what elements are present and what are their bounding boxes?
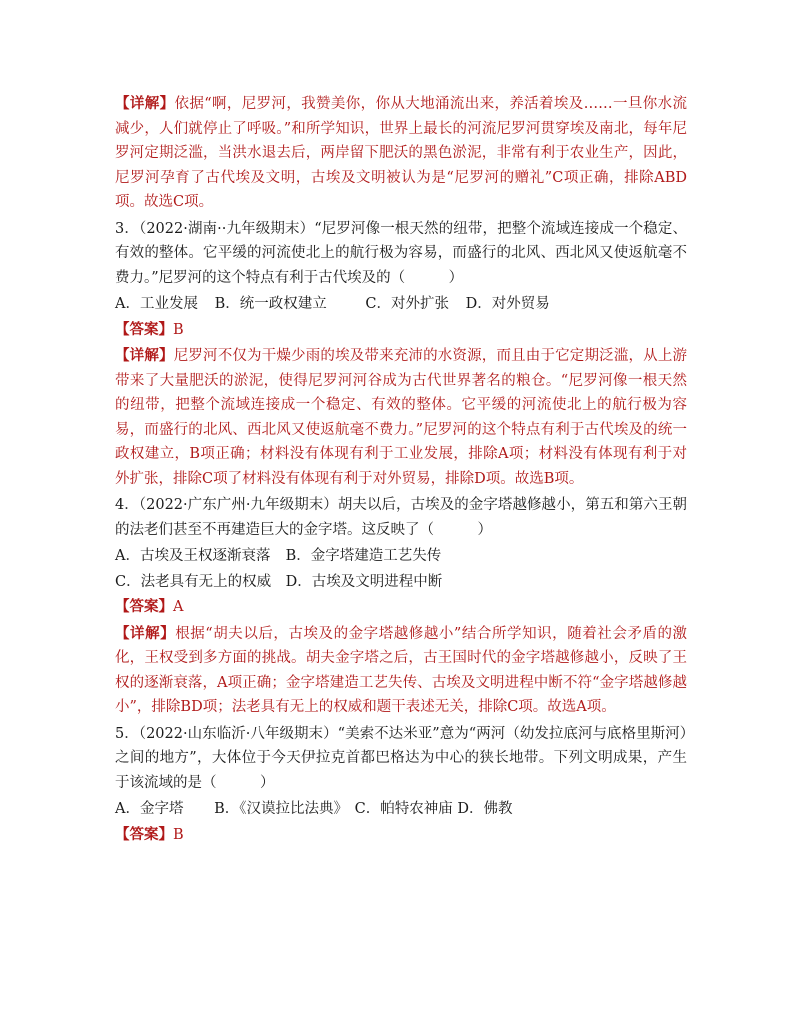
question-4-detail (115, 622, 687, 720)
answer-value: A (173, 599, 184, 615)
detail-tag: 【详解】 (115, 347, 174, 364)
option-b: B．金字塔建造工艺失传 (285, 548, 442, 564)
option-b: B．《汉谟拉比法典》 (214, 801, 348, 817)
question-3-stem: 3．（2022·湖南··九年级期末）“尼罗河像一根天然的纽带，把整个流域连接成一个稳定、有效的整体。它平缓的河流使北上的航行极为容易，而盛行的北风、西北风又使返航毫不费力。”尼罗河的这个特点有利于古代埃及的（ ） (115, 220, 687, 286)
option-a: A．工业发展 (115, 296, 198, 312)
option-d: D．古埃及文明进程中断 (285, 573, 443, 590)
answer-tag: 【答案】 (115, 598, 173, 615)
detail-paragraph (115, 92, 687, 215)
detail-text: 依据“啊，尼罗河，我赞美你，你从大地涌流出来，养活着埃及……一旦你水流减少，人们就停止了呼吸。”和所学知识，世界上最长的河流尼罗河贯穿埃及南北，每年尼罗河定期泛滥，当洪水退去后，两岸留下肥沃的黑色淤泥，非常有利于农业生产，因此，尼罗河孕育了古代埃及文明，古埃及文明被认为是“尼罗河的赠礼”C项正确，排除ABD项。故选C项。 (115, 96, 687, 210)
question-3-answer (115, 318, 687, 343)
question-3-detail (115, 344, 687, 491)
detail-text: 尼罗河不仅为干燥少雨的埃及带来充沛的水资源，而且由于它定期泛滥，从上游带来了大量肥沃的淤泥，使得尼罗河河谷成为古代世界著名的粮仓。“尼罗河像一根天然的纽带，把整个流域连接成一个稳定、有效的整体。它平缓的河流使北上的航行极为容易，而盛行的北风、西北风又使返航毫不费力。”尼罗河的这个特点有利于古代埃及的统一政权建立，B项正确；材料没有体现有利于工业发展，排除A项；材料没有体现有利于对外扩张，排除C项了材料没有体现有利于对外贸易，排除D项。故选B项。 (115, 348, 688, 487)
answer-tag: 【答案】 (115, 320, 173, 338)
detail-text: 根据“胡夫以后，古埃及的金字塔越修越小”结合所学知识，随着社会矛盾的激化，王权受到多方面的挑战。胡夫金字塔之后，古王国时代的金字塔越修越小，反映了王权的逐渐衰落，A项正确；金字塔建造工艺失传、古埃及文明进程中断不符“金字塔越修越小”，排除BD项；法老具有无上的权威和题干表述无关，排除C项。故选A项。 (115, 625, 688, 715)
answer-tag: 【答案】 (115, 825, 173, 843)
option-d: D．对外贸易 (465, 296, 550, 312)
answer-value: B (173, 321, 184, 338)
detail-tag: 【详解】 (115, 624, 176, 642)
question-4-answer (115, 595, 687, 620)
question-4-options-row1 (115, 544, 687, 569)
question-3-options (115, 292, 687, 317)
option-d: D．佛教 (457, 801, 513, 817)
question-5-options (115, 797, 687, 822)
option-c: C．帕特农神庙 (354, 801, 453, 817)
option-a: A．古埃及王权逐渐衰落 (115, 548, 271, 564)
question-4-stem: 4．（2022·广东广州·九年级期末）胡夫以后，古埃及的金字塔越修越小，第五和第六王朝的法老们甚至不再建造巨大的金字塔。这反映了（ ） (115, 497, 687, 538)
option-c: C．法老具有无上的权威 (115, 573, 272, 590)
detail-tag: 【详解】 (115, 95, 175, 112)
option-a: A．金字塔 (115, 801, 184, 817)
option-c: C．对外扩张 (365, 296, 449, 312)
answer-value: B (173, 826, 184, 843)
option-b: B．统一政权建立 (214, 296, 327, 312)
question-5-answer (115, 823, 687, 848)
question-4-options-row2 (115, 570, 687, 595)
page-content (115, 92, 687, 849)
question-5-stem: 5．（2022·山东临沂·八年级期末）“美索不达米亚”意为“两河（幼发拉底河与底格里斯河）之间的地方”，大体位于今天伊拉克首都巴格达为中心的狭长地带。下列文明成果，产生于该流域的是（ ） (115, 725, 687, 791)
